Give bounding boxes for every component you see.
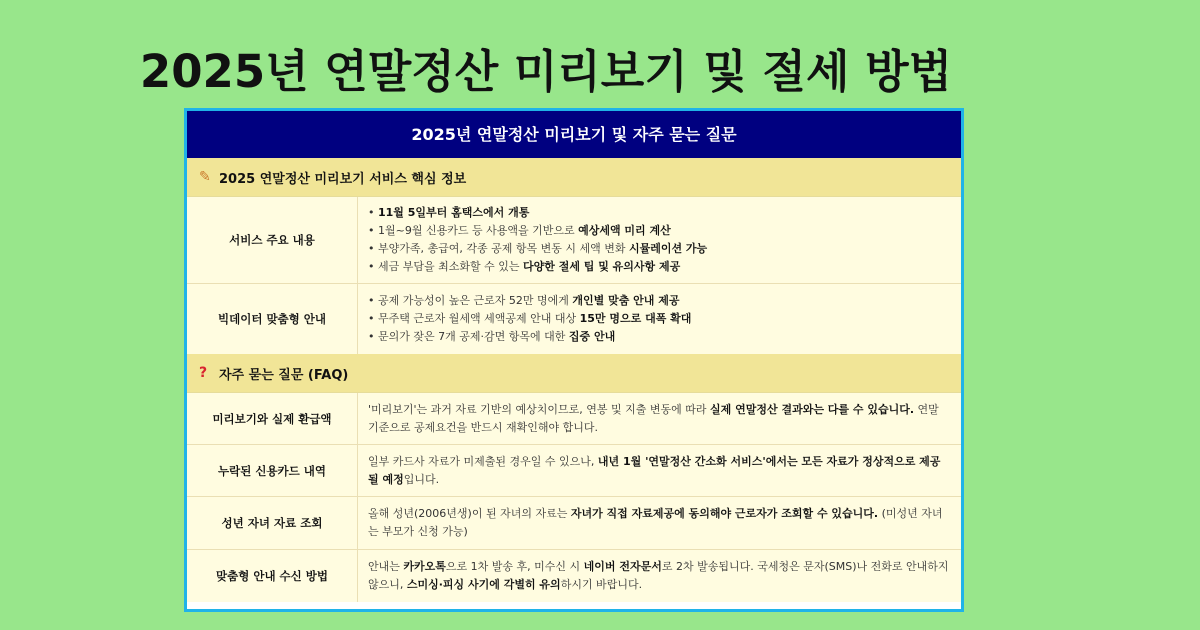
bullet-item: • 1월~9월 신용카드 등 사용액을 기반으로 예상세액 미리 계산 [368,224,671,237]
row-content: '미리보기'는 과거 자료 기반의 예상치이므로, 연봉 및 지출 변동에 따라 실제 연말정산 결과와는 다를 수 있습니다. 연말 기준으로 공제요건을 반드시 재확인해야 합니다. [368,402,939,434]
bullet-item: • 문의가 잦은 7개 공제·감면 항목에 대한 집중 안내 [368,330,616,343]
page-title: 2025년 연말정산 미리보기 및 절세 방법 [139,45,953,98]
row-label: 맞춤형 안내 수신 방법 [187,550,358,602]
bullet-item: • 11월 5일부터 홈택스에서 개통 [368,206,530,219]
table-row [187,393,961,445]
row-label: 미리보기와 실제 환급액 [187,393,358,444]
row-label: 누락된 신용카드 내역 [187,445,358,496]
table-row [187,497,961,550]
section-header-faq [187,354,961,393]
section-header-service [187,158,961,197]
bullet-item: • 세금 부담을 최소화할 수 있는 다양한 절세 팁 및 유의사항 제공 [368,260,681,273]
table-row [187,550,961,602]
table-row [187,197,961,284]
table-row [187,445,961,497]
bullet-item: • 부양가족, 총급여, 각종 공제 항목 변동 시 세액 변화 시뮬레이션 가능 [368,242,708,255]
table-row [187,284,961,354]
pencil-icon: ✎ [199,169,211,185]
section-title: 자주 묻는 질문 (FAQ) [219,367,349,383]
row-label: 성년 자녀 자료 조회 [187,497,358,549]
question-icon: ? [199,365,208,381]
row-label: 빅데이터 맞춤형 안내 [187,284,358,354]
section-title: 2025 연말정산 미리보기 서비스 핵심 정보 [219,171,467,187]
row-content [358,284,961,354]
info-card [184,108,964,612]
row-content: 일부 카드사 자료가 미제출된 경우일 수 있으나, 내년 1월 '연말정산 간소화 서비스'에서는 모든 자료가 정상적으로 제공될 예정입니다. [368,454,941,486]
row-content: 안내는 카카오톡으로 1차 발송 후, 미수신 시 네이버 전자문서로 2차 발송됩니다. 국세청은 문자(SMS)나 전화로 안내하지 않으니, 스미싱·피싱 사기에 각별히 유의하시기 바랍니다. [368,560,949,591]
bullet-item: • 공제 가능성이 높은 근로자 52만 명에게 개인별 맞춤 안내 제공 [368,294,680,307]
card-header: 2025년 연말정산 미리보기 및 자주 묻는 질문 [187,111,961,158]
bullet-item: • 무주택 근로자 월세액 세액공제 안내 대상 15만 명으로 대폭 확대 [368,312,692,325]
row-content: 올해 성년(2006년생)이 된 자녀의 자료는 자녀가 직접 자료제공에 동의해야 근로자가 조회할 수 있습니다. (미성년 자녀는 부모가 신청 가능) [368,507,943,538]
row-content [358,197,961,283]
row-label: 서비스 주요 내용 [187,197,358,283]
